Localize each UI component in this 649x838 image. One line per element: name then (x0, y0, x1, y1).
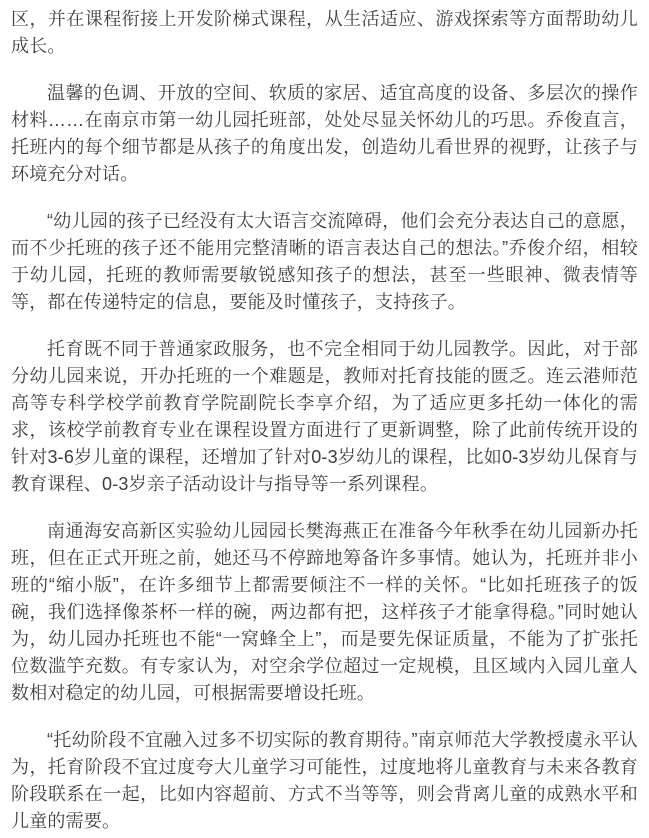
article-paragraph: 区，并在课程衔接上开发阶梯式课程，从生活适应、游戏探索等方面帮助幼儿成长。 (11, 9, 638, 56)
article-paragraph: “托幼阶段不宜融入过多不切实际的教育期待。”南京师范大学教授虞永平认为，托育阶段不宜过度夸大儿童学习可能性，过度地将儿童教育与未来各教育阶段联系在一起，比如内容超前、方式不当等等，则会背离儿童的成熟水平和儿童的需要。 (11, 730, 638, 831)
article-paragraph: “幼儿园的孩子已经没有太大语言交流障碍，他们会充分表达自己的意愿，而不少托班的孩子还不能用完整清晰的语言表达自己的想法。”乔俊介绍，相较于幼儿园，托班的教师需要敏锐感知孩子的想法，甚至一些眼神、微表情等等，都在传递特定的信息，要能及时懂孩子，支持孩子。 (11, 211, 638, 312)
article-paragraph: 托育既不同于普通家政服务，也不完全相同于幼儿园教学。因此，对于部分幼儿园来说，开办托班的一个难题是，教师对托育技能的匮乏。连云港师范高等专科学校学前教育学院副院长李享介绍，为了适应更多托幼一体化的需求，该校学前教育专业在课程设置方面进行了更新调整，除了此前传统开设的针对3-6岁儿童的课程，还增加了针对0-3岁幼儿的课程，比如0-3岁幼儿保育与教育课程、0-3岁亲子活动设计与指导等一系列课程。 (11, 339, 638, 494)
article-paragraph: 温馨的色调、开放的空间、软质的家居、适宜高度的设备、多层次的操作材料……在南京市第一幼儿园托班部，处处尽显关怀幼儿的巧思。乔俊直言，托班内的每个细节都是从孩子的角度出发，创造幼儿看世界的视野，让孩子与环境充分对话。 (11, 83, 638, 184)
article-paragraph: 南通海安高新区实验幼儿园园长樊海燕正在准备今年秋季在幼儿园新办托班，但在正式开班之前，她还马不停蹄地筹备许多事情。她认为，托班并非小班的“缩小版”，在许多细节上都需要倾注不一样的关怀。“比如托班孩子的饭碗，我们选择像茶杯一样的碗，两边都有把，这样孩子才能拿得稳。”同时她认为，幼儿园办托班也不能“一窝蜂全上”，而是要先保证质量，不能为了扩张托位数滥竽充数。有专家认为，对空余学位超过一定规模，且区域内入园儿童人数相对稳定的幼儿园，可根据需要增设托班。 (11, 521, 638, 703)
